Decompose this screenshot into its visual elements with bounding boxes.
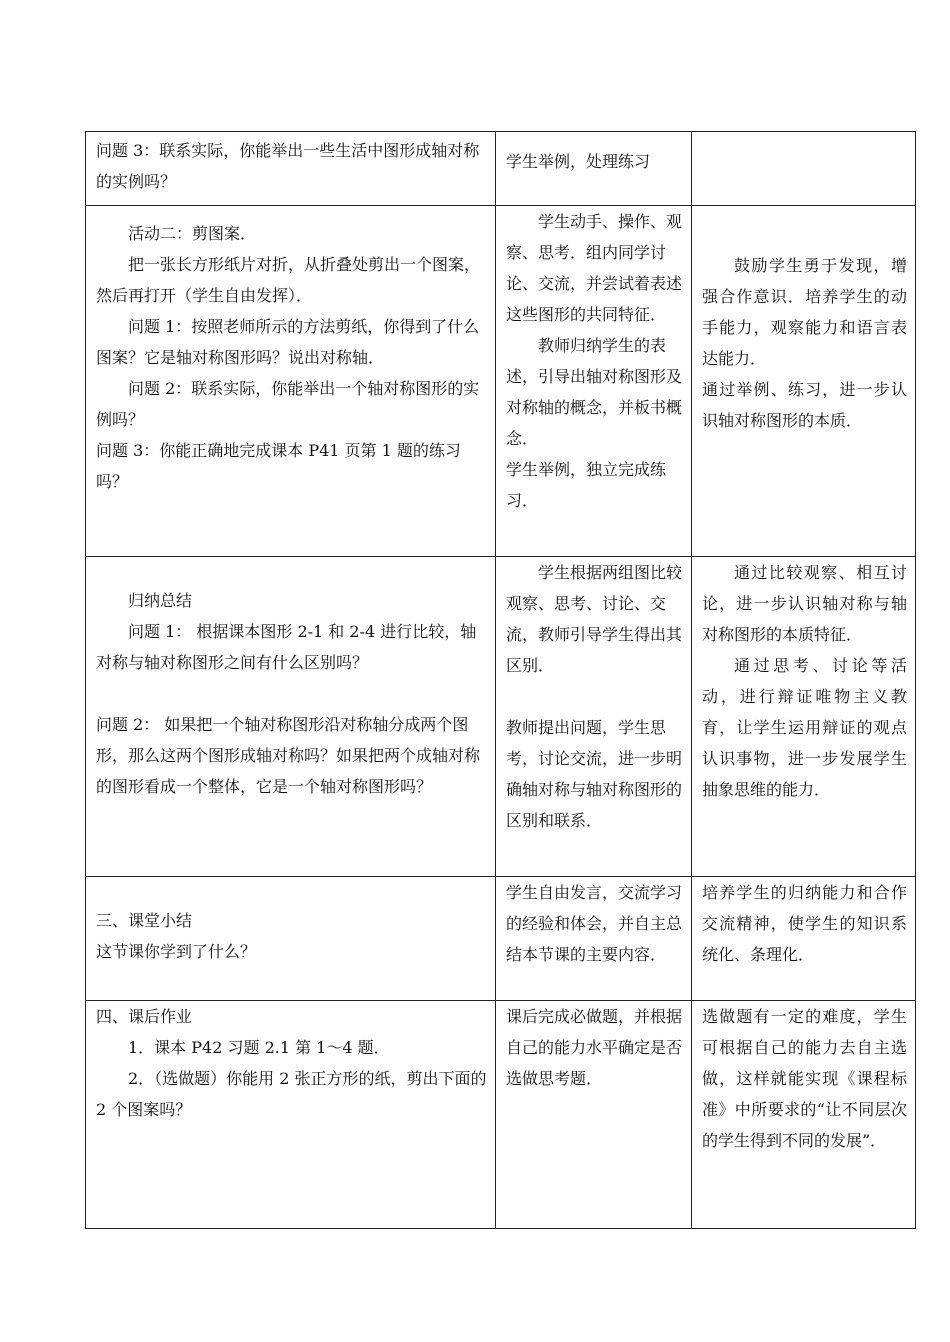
paragraph: 这节课你学到了什么？ [96,942,257,961]
table-row [86,1001,916,1229]
paragraph: 问题 3：联系实际，你能举出一些生活中图形成轴对称的实例吗？ [96,141,480,191]
activity-cell [86,132,496,206]
design-intent-cell [692,1001,916,1229]
student-activity-cell [496,132,692,206]
paragraph: 问题 2： 如果把一个轴对称图形沿对称轴分成两个图形，那么这两个图形成轴对称吗？如果把两个成轴对称的图形看成一个整体，它是一个轴对称图形吗？ [96,715,481,796]
paragraph: 学生根据两组图比较观察、思考、讨论、交流，教师引导学生得出其区别． [506,563,683,675]
paragraph: 问题 3：你能正确地完成课本 P41 页第 1 题的练习吗？ [96,441,461,491]
table-row [86,557,916,877]
paragraph: 通过比较观察、相互讨论，进一步认识轴对称与轴对称图形的本质特征． [702,563,907,644]
paragraph: 通过举例、练习，进一步认识轴对称图形的本质． [702,380,907,430]
paragraph: 问题 1：按照老师所示的方法剪纸，你得到了什么图案？它是轴对称图形吗？说出对称轴． [96,317,480,367]
lesson-plan-table [85,131,916,1229]
paragraph: 问题 1： 根据课本图形 2-1 和 2-4 进行比较，轴对称与轴对称图形之间有什么区别吗？ [96,622,477,672]
activity-cell [86,557,496,877]
design-intent-cell [692,206,916,557]
paragraph: 通过思考、讨论等活动，进行辩证唯物主义教育，让学生运用辩证的观点认识事物，进一步发展学生抽象思维的能力． [702,656,907,799]
student-activity-cell [496,1001,692,1229]
paragraph: 归纳总结 [128,591,193,610]
paragraph: 三、课堂小结 [96,911,193,930]
activity-cell [86,1001,496,1229]
table-row [86,132,916,206]
table-row [86,206,916,557]
paragraph: 把一张长方形纸片对折，从折叠处剪出一个图案，然后再打开（学生自由发挥）． [96,255,481,305]
paragraph: 2．（选做题）你能用 2 张正方形的纸，剪出下面的 2 个图案吗？ [96,1069,487,1119]
design-intent-cell [692,132,916,206]
activity-cell [86,877,496,1001]
paragraph: 学生动手、操作、观察、思考．组内同学讨论、交流，并尝试着表述这些图形的共同特征． [506,212,683,324]
design-intent-cell [692,877,916,1001]
paragraph: 四、课后作业 [96,1007,193,1026]
paragraph: 教师归纳学生的表述，引导出轴对称图形及对称轴的概念，并板书概念． [506,336,683,448]
paragraph: 问题 2：联系实际，你能举出一个轴对称图形的实例吗？ [96,379,480,429]
paragraph: 学生举例，处理练习 [506,152,651,171]
paragraph: 学生举例，独立完成练习． [506,460,667,510]
paragraph: 课后完成必做题，并根据自己的能力水平确定是否选做思考题． [506,1007,683,1088]
student-activity-cell [496,877,692,1001]
paragraph: 活动二：剪图案． [128,224,257,243]
paragraph: 学生自由发言，交流学习的经验和体会，并自主总结本节课的主要内容． [506,883,683,964]
paragraph: 选做题有一定的难度，学生可根据自己的能力去自主选做，这样就能实现《课程标准》中所要求的“让不同层次的学生得到不同的发展”． [702,1007,907,1150]
paragraph: 1．课本 P42 习题 2.1 第 1～4 题． [128,1038,390,1057]
paragraph: 培养学生的归纳能力和合作交流精神，使学生的知识系统化、条理化． [702,883,907,964]
paragraph: 教师提出问题，学生思考，讨论交流，进一步明确轴对称与轴对称图形的区别和联系． [506,718,683,830]
student-activity-cell [496,557,692,877]
student-activity-cell [496,206,692,557]
activity-cell [86,206,496,557]
paragraph: 鼓励学生勇于发现，增强合作意识．培养学生的动手能力，观察能力和语言表达能力． [702,256,907,368]
table-row [86,877,916,1001]
design-intent-cell [692,557,916,877]
